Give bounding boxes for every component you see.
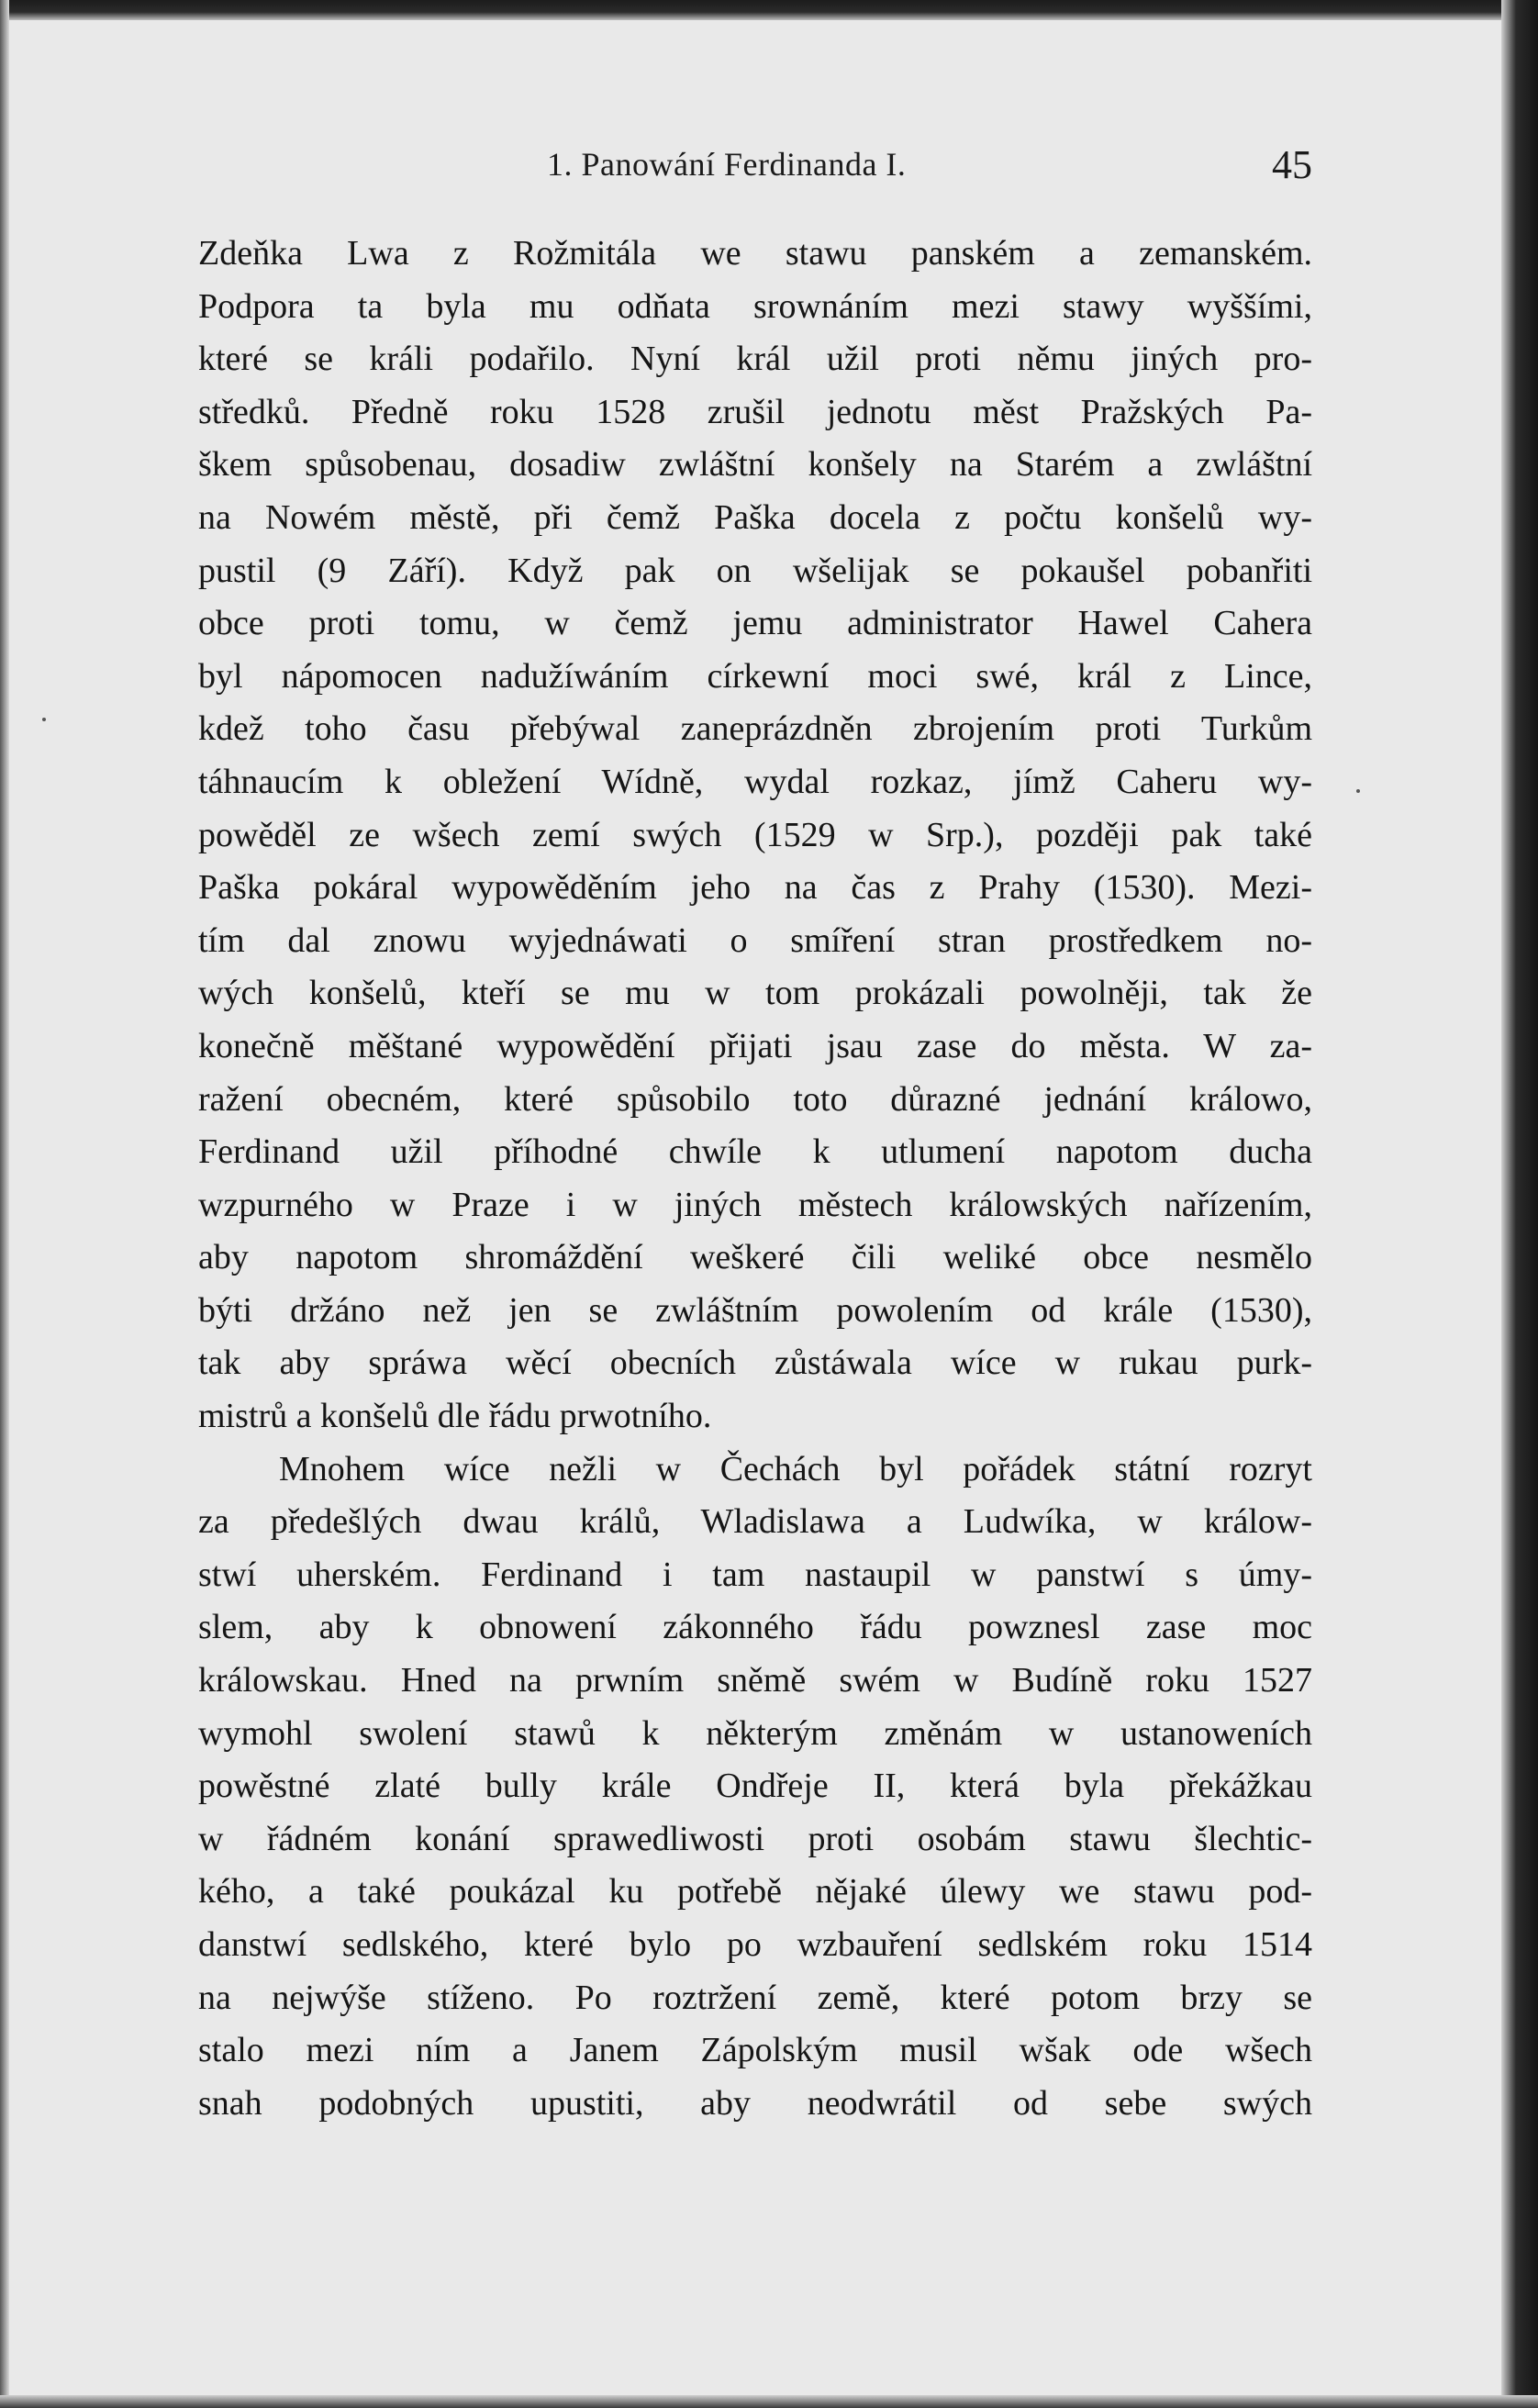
- text-line: za předešlých dwau králů, Wladislawa a Ludwíka, w králow-: [198, 1502, 1312, 1542]
- body-text: [198, 228, 1312, 2130]
- text-line: středků. Předně roku 1528 zrušil jednotu měst Pražských Pa-: [198, 392, 1312, 431]
- text-line: tím dal znowu wyjednáwati o smíření stran prostředkem no-: [198, 920, 1312, 960]
- text-line: aby napotom shromáždění weškeré čili weliké obce nesmělo: [198, 1238, 1312, 1277]
- text-line: býti držáno než jen se zwláštním powolením od krále (1530),: [198, 1290, 1312, 1330]
- text-line: pustil (9 Září). Když pak on wšelijak se pokaušel pobanřiti: [198, 551, 1312, 590]
- running-title: 1. Panowání Ferdinanda I.: [547, 146, 907, 183]
- text-line: powěstné zlaté bully krále Ondřeje II, která byla překážkau: [198, 1767, 1312, 1806]
- text-line: obce proti tomu, w čemž jemu administrator Hawel Cahera: [198, 604, 1312, 643]
- page-number: 45: [1272, 142, 1312, 187]
- text-line: Zdeňka Lwa z Rožmitála we stawu panském a zemanském.: [198, 234, 1312, 273]
- text-line: powěděl ze wšech zemí swých (1529 w Srp.), později pak také: [198, 815, 1312, 854]
- scan-border-bottom: [0, 2395, 1538, 2408]
- text-line: Paška pokáral wypowěděním jeho na čas z Prahy (1530). Mezi-: [198, 868, 1312, 908]
- text-line: ražení obecném, které spůsobilo toto důrazné jednání králowo,: [198, 1079, 1312, 1119]
- paragraph-1: [198, 228, 1312, 1444]
- text-line: táhnaucím k obležení Wídně, wydal rozkaz, jímž Caheru wy-: [198, 762, 1312, 801]
- scan-speck: [1356, 789, 1360, 793]
- scan-speck: [42, 718, 46, 721]
- text-line: wých konšelů, kteří se mu w tom prokázali powolněji, tak že: [198, 974, 1312, 1013]
- page-header: [198, 142, 1312, 200]
- text-line: stalo mezi ním a Janem Zápolským musil wšak ode wšech: [198, 2031, 1312, 2070]
- text-line: snah podobných upustiti, aby neodwrátil od sebe swých: [198, 2083, 1312, 2123]
- text-line: Podpora ta byla mu odňata srownáním mezi stawy wyššími,: [198, 286, 1312, 326]
- text-line: na Nowém městě, při čemž Paška docela z počtu konšelů wy-: [198, 497, 1312, 537]
- text-line: wzpurného w Praze i w jiných městech králowských nařízením,: [198, 1185, 1312, 1224]
- text-line: tak aby spráwa wěcí obecních zůstáwala wíce w rukau purk-: [198, 1343, 1312, 1383]
- scan-border-top: [0, 0, 1538, 20]
- scan-border-left: [0, 0, 9, 2408]
- text-line: které se králi podařilo. Nyní král užil proti němu jiných pro-: [198, 340, 1312, 379]
- paragraph-2: [198, 1444, 1312, 2131]
- text-line: konečně měštané wypowědění přijati jsau zase do města. W za-: [198, 1026, 1312, 1065]
- scan-border-right: [1501, 0, 1538, 2408]
- text-line: Mnohem wíce nežli w Čechách byl pořádek státní rozryt: [279, 1449, 1312, 1488]
- text-line: mistrů a konšelů dle řádu prwotního.: [198, 1397, 712, 1436]
- text-line: králowskau. Hned na prwním sněmě swém w Budíně roku 1527: [198, 1661, 1312, 1700]
- text-line: kdež toho času přebýwal zaneprázdněn zbrojením proti Turkům: [198, 709, 1312, 749]
- text-line: stwí uherském. Ferdinand i tam nastaupil w panstwí s úmy-: [198, 1555, 1312, 1594]
- text-line: škem spůsobenau, dosadiw zwláštní konšely na Starém a zwláštní: [198, 445, 1312, 485]
- text-line: danstwí sedlského, které bylo po wzbauření sedlském roku 1514: [198, 1925, 1312, 1964]
- text-line: slem, aby k obnowení zákonného řádu powznesl zase moc: [198, 1608, 1312, 1647]
- text-line: wymohl swolení stawů k některým změnám w ustanoweních: [198, 1713, 1312, 1753]
- text-line: w řádném konání sprawedliwosti proti osobám stawu šlechtic-: [198, 1819, 1312, 1858]
- text-line: kého, a také poukázal ku potřebě nějaké úlewy we stawu pod-: [198, 1872, 1312, 1912]
- text-line: byl nápomocen nadužíwáním církewní moci swé, král z Lince,: [198, 656, 1312, 696]
- text-line: Ferdinand užil příhodné chwíle k utlumení napotom ducha: [198, 1132, 1312, 1172]
- text-line: na nejwýše stíženo. Po roztržení země, které potom brzy se: [198, 1978, 1312, 2017]
